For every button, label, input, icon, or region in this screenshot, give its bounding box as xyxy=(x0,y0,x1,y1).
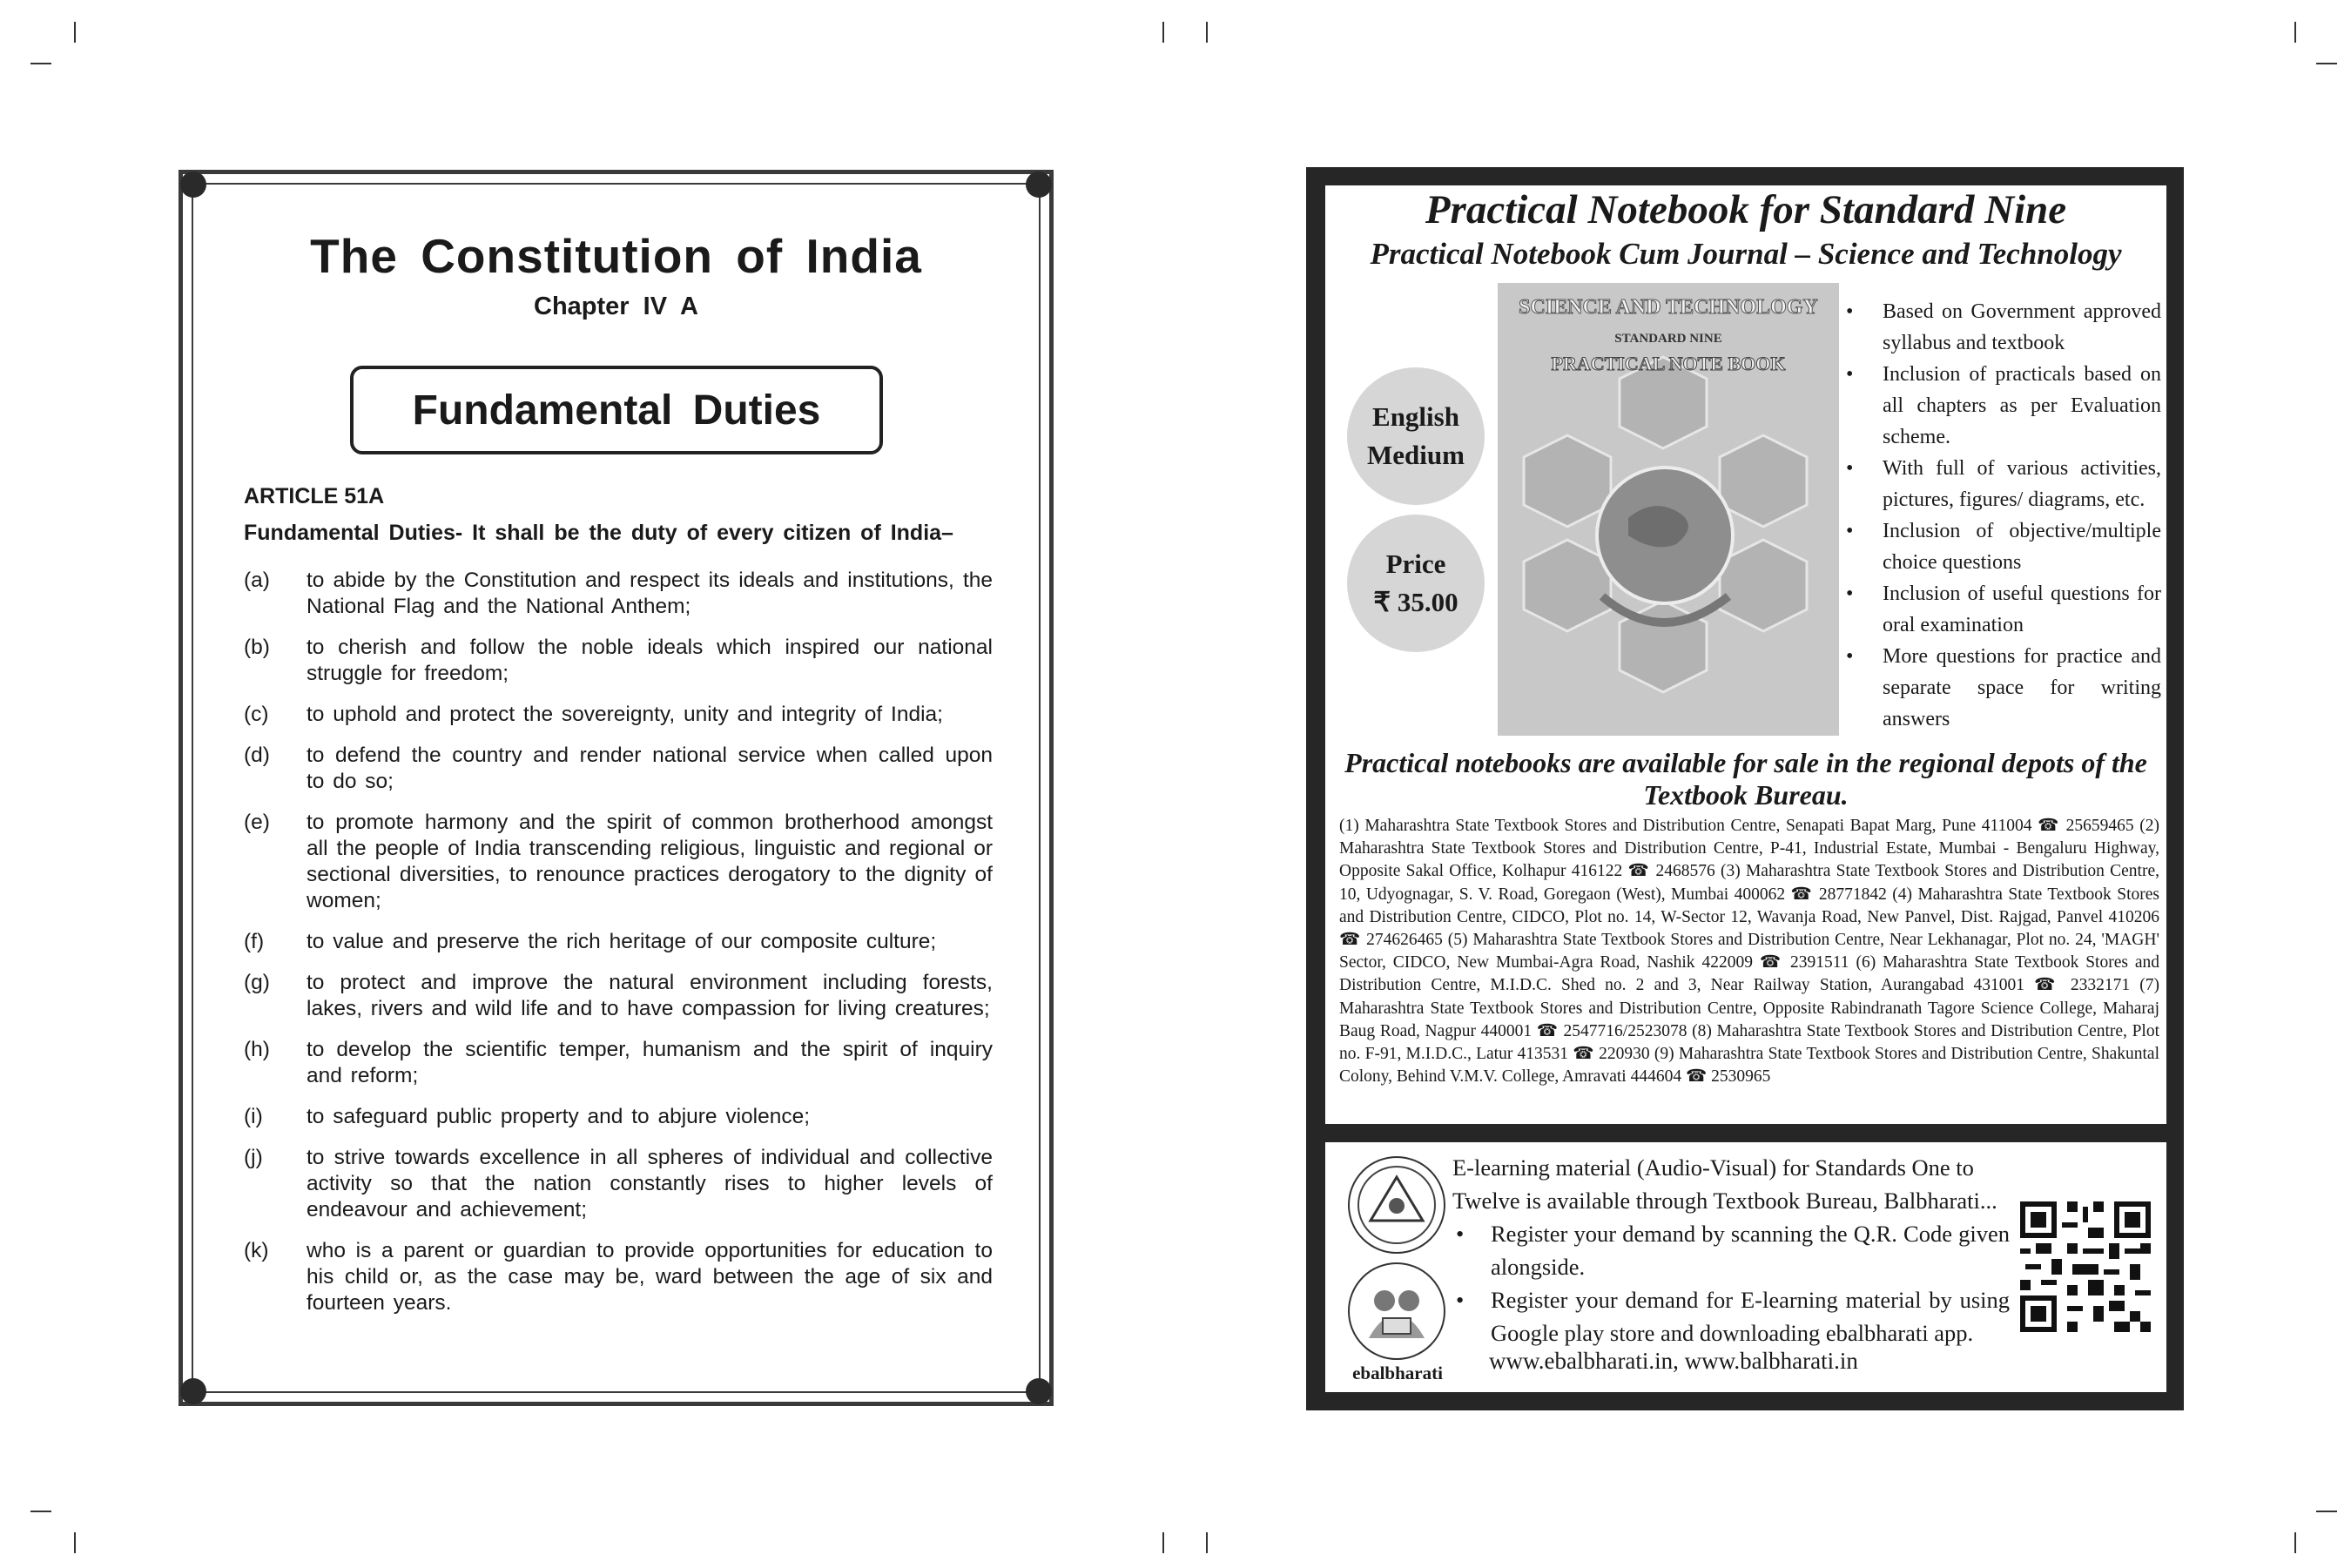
feature-item xyxy=(1846,453,2161,515)
price-label: Price xyxy=(1385,548,1446,579)
duty-item xyxy=(244,929,993,955)
duty-item xyxy=(244,1238,993,1316)
duty-letter: (e) xyxy=(244,811,270,834)
fundamental-duties-heading: Fundamental Duties xyxy=(350,366,883,454)
bullet-icon: • xyxy=(1456,1221,1465,1247)
duty-text: to protect and improve the natural environment including forests, lakes, rivers and wild life and to have compassion for living creatures; xyxy=(307,971,993,1020)
cover-title: SCIENCE AND TECHNOLOGY xyxy=(1519,296,1818,319)
duty-text: to uphold and protect the sovereignty, unity and integrity of India; xyxy=(307,703,943,726)
crop-mark xyxy=(1206,1532,1208,1553)
duty-item xyxy=(244,702,993,728)
medium-badge-line: Medium xyxy=(1367,440,1465,470)
duty-letter: (b) xyxy=(244,636,270,659)
feature-text: With full of various activities, pictures, figures/ diagrams, etc. xyxy=(1883,457,2161,511)
duty-text: to defend the country and render national service when called upon to do so; xyxy=(307,744,993,793)
website-links[interactable]: www.ebalbharati.in, www.balbharati.in xyxy=(1489,1348,1858,1374)
duty-text: to abide by the Constitution and respect its ideals and institutions, the National Flag and the National Anthem; xyxy=(307,569,993,618)
duty-text: to cherish and follow the noble ideals which inspired our national struggle for freedom; xyxy=(307,636,993,685)
duties-intro: Fundamental Duties- It shall be the duty of every citizen of India– xyxy=(244,521,953,545)
duty-letter: (i) xyxy=(244,1105,263,1128)
duty-text: to develop the scientific temper, humanism and the spirit of inquiry and reform; xyxy=(307,1038,993,1087)
cover-illustration xyxy=(1498,283,1839,736)
duty-text: to safeguard public property and to abjure violence; xyxy=(307,1105,811,1128)
bullet-icon: • xyxy=(1846,457,1854,480)
feature-item xyxy=(1846,515,2161,578)
duty-letter: (c) xyxy=(244,703,269,726)
frame-corner-ornament xyxy=(180,1378,206,1404)
duty-item xyxy=(244,1037,993,1089)
balbharati-emblem-icon xyxy=(1348,1156,1445,1254)
crop-mark xyxy=(2316,1511,2337,1512)
bullet-icon: • xyxy=(1846,363,1854,386)
bullet-icon: • xyxy=(1456,1287,1465,1313)
duty-item xyxy=(244,743,993,795)
duty-letter: (k) xyxy=(244,1239,269,1262)
frame-corner-ornament xyxy=(1026,1378,1052,1404)
crop-mark xyxy=(1162,22,1164,43)
cover-subtitle: PRACTICAL NOTE BOOK xyxy=(1551,353,1786,374)
duty-letter: (d) xyxy=(244,744,270,767)
duty-item xyxy=(244,1104,993,1130)
constitution-title: The Constitution of India xyxy=(310,229,922,283)
crop-mark xyxy=(30,1511,51,1512)
duty-item xyxy=(244,568,993,620)
chapter-label: Chapter IV A xyxy=(534,293,698,320)
crop-mark xyxy=(30,63,51,64)
duty-letter: (a) xyxy=(244,569,270,592)
feature-text: Inclusion of practicals based on all chapters as per Evaluation scheme. xyxy=(1883,363,2161,448)
feature-text: Inclusion of objective/multiple choice questions xyxy=(1883,520,2161,574)
frame-corner-ornament xyxy=(180,172,206,198)
duty-letter: (h) xyxy=(244,1038,270,1061)
frame-corner-ornament xyxy=(1026,172,1052,198)
cover-standard: STANDARD NINE xyxy=(1614,332,1722,346)
feature-text: More questions for practice and separate space for writing answers xyxy=(1883,645,2161,730)
crop-mark xyxy=(2294,1532,2296,1553)
elearning-info xyxy=(1452,1151,2010,1349)
duty-letter: (j) xyxy=(244,1146,263,1169)
availability-note: Practical notebooks are available for sale in the regional depots of the Textbook Bureau. xyxy=(1344,747,2147,811)
feature-text: Based on Government approved syllabus and textbook xyxy=(1883,300,2161,354)
duty-text: to strive towards excellence in all spheres of individual and collective activity so that the nation constantly rises to higher levels of endeavour and achievement; xyxy=(307,1146,993,1221)
elearning-bullet xyxy=(1452,1217,2010,1283)
feature-item xyxy=(1846,296,2161,359)
depot-addresses: (1) Maharashtra State Textbook Stores and Distribution Centre, Senapati Bapat Marg, Pune 411004 ☎ 25659465 (2) Maharashtra State Textbook Stores and Distribution Centre, P-41, Industrial Estate, Mumbai - Bengaluru Highway, Opposite Sakal Office, Kolhapur 416122 ☎ 2468576 (3) Maharashtra State Textbook Stores and Distribution Centre, 10, Udyognagar, S. V. Road, Goregaon (West), Mumbai 400062 ☎ 28771842 (4) Maharashtra State Textbook Stores and Distribution Centre, CIDCO, Plot no. 14, W-Sector 12, Wavanja Road, New Panvel, Dist. Rajgad, Panvel 410206 ☎ 274626465 (5) Maharashtra State Textbook Stores and Distribution Centre, Near Lekhanagar, Plot no. 24, 'MAGH' Sector, CIDCO, New Mumbai-Agra Road, Nashik 422009 ☎ 2391511 (6) Maharashtra State Textbook Stores and Distribution Centre, M.I.D.C. Shed no. 2 and 3, Near Railway Station, Aurangabad 431001 ☎ 2332171 (7) Maharashtra State Textbook Stores and Distribution Centre, Opposite Rabindranath Tagore Science College, Maharaj Baug Road, Nagpur 440001 ☎ 2547716/2523078 (8) Maharashtra State Textbook Stores and Distribution Centre, Plot no. F-91, M.I.D.C., Latur 413531 ☎ 220930 (9) Maharashtra State Textbook Stores and Distribution Centre, Shakuntal Colony, Behind V.M.V. College, Amravati 444604 ☎ 2530965 xyxy=(1339,817,2159,1087)
price-badge xyxy=(1347,515,1485,652)
crop-mark xyxy=(74,22,76,43)
bullet-icon: • xyxy=(1846,520,1854,542)
notebook-cover-image xyxy=(1498,283,1839,736)
crop-mark xyxy=(74,1532,76,1553)
qr-code-icon[interactable] xyxy=(2020,1201,2151,1332)
crop-mark xyxy=(1162,1532,1164,1553)
bullet-icon: • xyxy=(1846,300,1854,323)
duty-item xyxy=(244,810,993,914)
duty-item xyxy=(244,635,993,687)
ebalbharati-label: ebalbharati xyxy=(1352,1363,1443,1383)
ad-subtitle: Practical Notebook Cum Journal – Science and Technology xyxy=(1370,237,2122,271)
feature-text: Inclusion of useful questions for oral examination xyxy=(1883,582,2161,636)
duty-letter: (g) xyxy=(244,971,270,994)
duty-letter: (f) xyxy=(244,930,265,953)
duty-text: who is a parent or guardian to provide opportunities for education to his child or, as the case may be, ward between the age of six and fourteen years. xyxy=(307,1239,993,1315)
duties-list xyxy=(244,568,993,1331)
crop-mark xyxy=(2294,22,2296,43)
article-label: ARTICLE 51A xyxy=(244,484,385,508)
bullet-icon: • xyxy=(1846,645,1854,668)
feature-item xyxy=(1846,578,2161,641)
elearning-intro: E-learning material (Audio-Visual) for Standards One to Twelve is available through Textbook Bureau, Balbharati... xyxy=(1452,1154,1997,1214)
elearning-bullet-text: Register your demand by scanning the Q.R. Code given alongside. xyxy=(1491,1221,2010,1280)
features-list xyxy=(1846,296,2161,735)
duty-text: to value and preserve the rich heritage of our composite culture; xyxy=(307,930,937,953)
bullet-icon: • xyxy=(1846,582,1854,605)
duty-item xyxy=(244,1145,993,1223)
medium-badge-line: English xyxy=(1372,401,1459,432)
price-value: ₹ 35.00 xyxy=(1373,587,1458,617)
crop-mark xyxy=(2316,63,2337,64)
crop-mark xyxy=(1206,22,1208,43)
duty-item xyxy=(244,970,993,1022)
ebalbharati-logo-icon xyxy=(1348,1262,1445,1360)
elearning-bullet-text: Register your demand for E-learning material by using Google play store and downloading ebalbharati app. xyxy=(1491,1287,2010,1346)
duty-text: to promote harmony and the spirit of common brotherhood amongst all the people of India transcending religious, linguistic and regional or sectional diversities, to renounce practices derogatory to the dignity of women; xyxy=(307,811,993,912)
elearning-bullet xyxy=(1452,1283,2010,1349)
feature-item xyxy=(1846,359,2161,453)
medium-badge xyxy=(1347,367,1485,505)
ad-title: Practical Notebook for Standard Nine xyxy=(1425,187,2067,232)
feature-item xyxy=(1846,641,2161,735)
